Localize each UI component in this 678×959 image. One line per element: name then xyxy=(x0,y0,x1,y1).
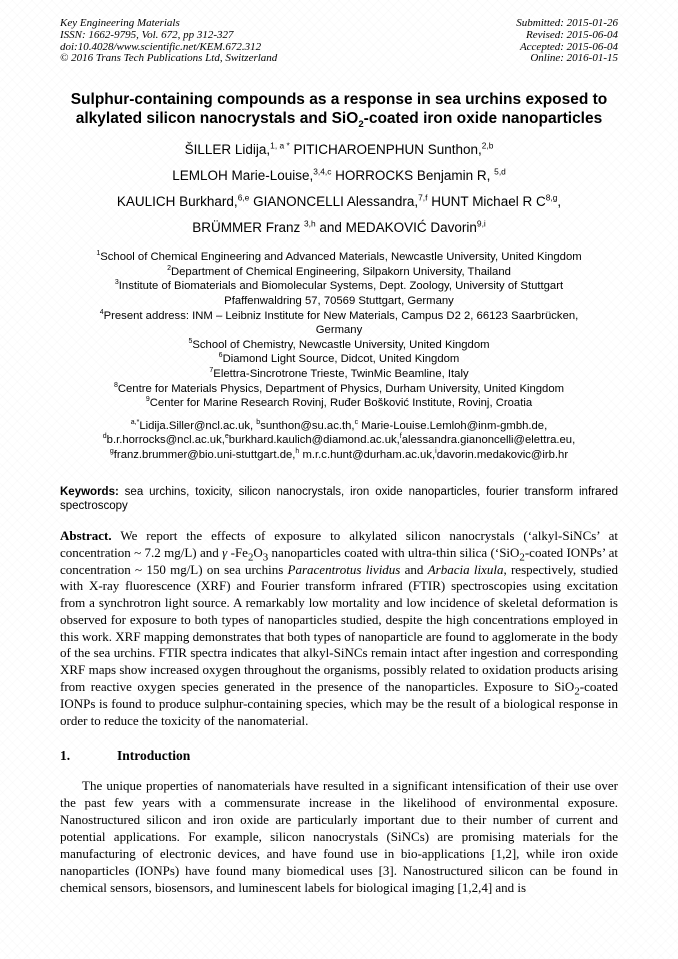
affiliation-line: Pfaffenwaldring 57, 70569 Stuttgart, Germany xyxy=(224,294,454,307)
journal-header-right xyxy=(516,18,618,65)
email-line: $^g$franz.brummer@bio.uni-stuttgart.de,$^h$ m.r.c.hunt@durham.ac.uk,$^i$davorin.medakovic@irb.hr xyxy=(109,448,569,461)
email-line: $^{a,*}$Lidija.Siller@ncl.ac.uk, $^b$sunthon@su.ac.th,$^c$ Marie-Louise.Lemloh@inm-gmbh.de, xyxy=(130,418,548,432)
section-heading xyxy=(60,748,618,764)
section-title: Introduction xyxy=(117,748,191,764)
journal-name: Key Engineering Materials xyxy=(60,17,180,29)
journal-header-left xyxy=(60,18,277,65)
email-line: $^d$b.r.horrocks@ncl.ac.uk,$^e$burkhard.kaulich@diamond.ac.uk,$^f$alessandra.gianoncelli@elettra.eu, xyxy=(102,433,576,447)
affiliation-list xyxy=(60,250,618,411)
submitted-date: Submitted: 2015-01-26 xyxy=(516,17,618,29)
email-list xyxy=(60,419,618,463)
affiliation-line: $^2$Department of Chemical Engineering, Silpakorn University, Thailand xyxy=(167,265,511,278)
affiliation-line: $^5$School of Chemistry, Newcastle University, United Kingdom xyxy=(188,337,490,351)
journal-issn: ISSN: 1662-9795, Vol. 672, pp 312-327 xyxy=(60,28,234,41)
author-line: BRÜMMER Franz $^{3,h}$ and MEDAKOVIĆ Davorin$^{9,i}$ xyxy=(192,218,486,236)
intro-paragraph: The unique properties of nanomaterials have resulted in a significant intensification of their use over the past few years with a commensurate increase in the likelihood of environmental exposure. Nanostructured silicon and iron oxide are particularly important due to their number of current and potential applications. For example, silicon nanocrystals (SiNCs) are promising materials for the manufacturing of electronic devices, and have found use in bio-applications [1,2], while iron oxide nanoparticles (IONPs) have found many biomedical uses [3]. Nanostructured silicon can be found in chemical sensors, biosensors, and luminescent labels for biological imaging [1,2,4] and is xyxy=(60,778,618,896)
affiliation-line: Germany xyxy=(315,324,363,337)
affiliation-line: $^8$Centre for Materials Physics, Department of Physics, Durham University, United Kingdom xyxy=(113,381,565,395)
journal-doi: doi:10.4028/www.scientific.net/KEM.672.312 xyxy=(60,40,262,53)
accepted-date: Accepted: 2015-06-04 xyxy=(519,40,618,53)
affiliation-line: $^9$Center for Marine Research Rovinj, Ruđer Bošković Institute, Rovinj, Croatia xyxy=(145,396,533,410)
section-number: 1. xyxy=(60,748,71,764)
affiliation-line: $^6$Diamond Light Source, Didcot, United Kingdom xyxy=(218,352,460,366)
revised-date: Revised: 2015-06-04 xyxy=(526,28,618,41)
author-line: ŠILLER Lidija,$^{1, a *}$ PITICHAROENPHUN Sunthon,$^{2,b}$ xyxy=(184,140,494,158)
author-list xyxy=(60,137,618,241)
author-line: KAULICH Burkhard,$^{6,e}$ GIANONCELLI Alessandra,$^{7,f}$ HUNT Michael R C$^{8,g}$, xyxy=(116,192,562,210)
affiliation-line: $^3$Institute of Biomaterials and Biomolecular Systems, Dept. Zoology, University of Stuttgart xyxy=(114,279,564,293)
affiliation-line: $^1$School of Chemical Engineering and Advanced Materials, Newcastle University, United Kingdom xyxy=(96,250,582,264)
paper-title: Sulphur-containing compounds as a response in sea urchins exposed to alkylated silicon nanocrystals and SiO$_2$-coated iron oxide nanoparticles xyxy=(70,91,608,131)
abstract: Abstract. We report the effects of exposure to alkylated silicon nanocrystals (‘alkyl-SiNCs’ at concentration ~ 7.2 mg/L) and γ $-Fe_2O_3$ nanoparticles coated with ultra-thin silica (‘SiO$_2$-coated IONPs’ at concentration ~ 150 mg/L) on sea urchins Paracentrotus lividus and Arbacia lixula, respectively, studied with X-ray fluorescence (XRF) and Fourier transform infrared (FTIR) spectroscopies using excitation from a synchrotron light source. A remarkably low mortality and low incidence of skeletal deformation is observed for exposure to both types of nanoparticles studied, despite the high concentrations employed in this work. XRF mapping demonstrates that both types of nanoparticle are found to agglomerate in the body of the sea urchins. FTIR spectra indicates that alkyl-SiNCs remain intact after ingestion and corresponding XRF maps show increased oxygen throughout the organisms, possibly related to oxidation products arising from reactive oxygen species generated in the presence of the nanoparticles. Exposure to SiO$_2$-coated IONPs is found to produce sulphur-containing species, which may be the result of a biological response in order to reduce the toxicity of the nanomaterial. xyxy=(60,527,619,728)
journal-header xyxy=(60,18,618,65)
affiliation-line: $^4$Present address: INM – Leibniz Institute for New Materials, Campus D2 2, 66123 Saarbrücken, xyxy=(99,308,579,322)
author-line: LEMLOH Marie-Louise,$^{3,4,c}$ HORROCKS Benjamin R, $^{5,d}$ xyxy=(172,166,506,184)
affiliation-line: $^7$Elettra-Sincrotrone Trieste, TwinMic Beamline, Italy xyxy=(209,367,469,380)
online-date: Online: 2016-01-15 xyxy=(530,52,618,65)
journal-copyright: © 2016 Trans Tech Publications Ltd, Switzerland xyxy=(60,52,278,65)
keywords: Keywords: sea urchins, toxicity, silicon nanocrystals, iron oxide nanoparticles, fourier transform infrared spectroscopy xyxy=(60,485,618,512)
